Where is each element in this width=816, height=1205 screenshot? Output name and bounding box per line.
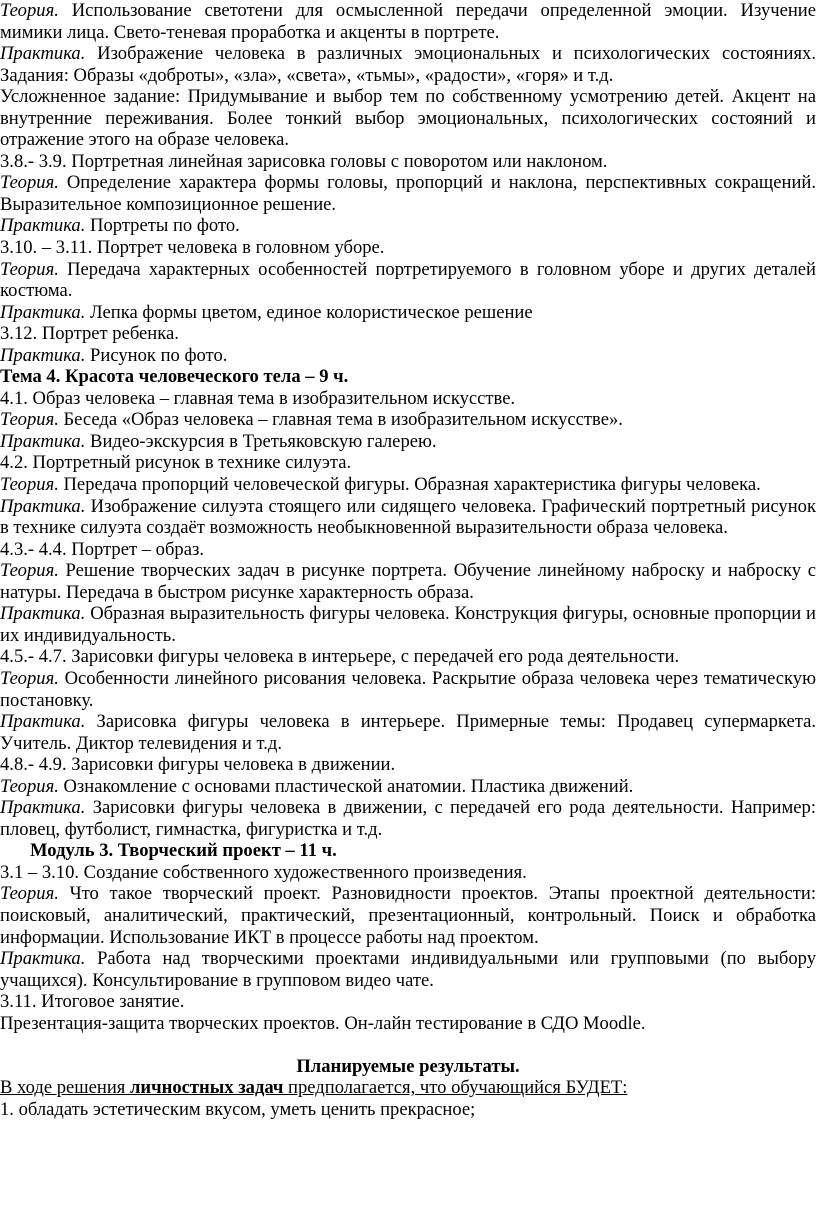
paragraph — [0, 776, 816, 798]
paragraph — [0, 345, 816, 367]
paragraph — [0, 431, 816, 453]
paragraph-text: 4.3.- 4.4. Портрет – образ. — [0, 538, 204, 560]
paragraph-text: Передача характерных особенностей портретируемого в головном уборе и других деталей костюма. — [0, 258, 816, 302]
paragraph — [0, 797, 816, 840]
paragraph — [0, 539, 816, 561]
paragraph — [0, 646, 816, 668]
paragraph — [0, 172, 816, 215]
paragraph-label: Теория. — [0, 775, 59, 797]
paragraph-label: Практика. — [0, 344, 86, 366]
paragraph — [0, 1013, 816, 1035]
paragraph-label: Практика. — [0, 301, 86, 323]
paragraph-text: 3.12. Портрет ребенка. — [0, 323, 179, 345]
paragraph — [0, 237, 816, 259]
paragraph-text: Портреты по фото. — [85, 215, 240, 237]
paragraph — [0, 668, 816, 711]
paragraph — [0, 711, 816, 754]
paragraph-text: Рисунок по фото. — [85, 344, 228, 366]
paragraph-text: Тема 4. Красота человеческого тела – 9 ч. — [0, 366, 349, 388]
paragraph-text: 4.2. Портретный рисунок в технике силуэта. — [0, 452, 352, 474]
paragraph-text: 3.8.- 3.9. Портретная линейная зарисовка головы с поворотом или наклоном. — [0, 150, 608, 172]
paragraph — [0, 259, 816, 302]
paragraph-text: Передача пропорций человеческой фигуры. Образная характеристика фигуры человека. — [58, 474, 761, 496]
paragraph-text: Образная выразительность фигуры человека. Конструкция фигуры, основные пропорции и их индивидуальность. — [0, 603, 816, 646]
paragraph-text: Использование светотени для осмысленной передачи определенной эмоции. Изучение мимики лица. Свето-теневая проработка и акценты в портрете. — [0, 0, 816, 43]
paragraph-label: Практика. — [0, 797, 86, 819]
paragraph-label: Теория. — [0, 474, 59, 496]
paragraph-label: Теория. — [0, 258, 59, 280]
paragraph-text: 4.1. Образ человека – главная тема в изобразительном искусстве. — [0, 387, 516, 409]
paragraph — [0, 603, 816, 646]
paragraph — [0, 43, 816, 86]
paragraph — [0, 862, 816, 884]
paragraph — [0, 754, 816, 776]
paragraph — [0, 840, 816, 862]
results-item-1: 1. обладать эстетическим вкусом, уметь ценить прекрасное; — [0, 1098, 476, 1120]
paragraph-label: Практика. — [0, 215, 86, 237]
paragraph-text: Что такое творческий проект. Разновидности проектов. Этапы проектной деятельности: поисковый, аналитический, практический, презентационный, контрольный. Поиск и обработка информации. Использование ИКТ в процессе работы над проектом. — [0, 883, 816, 948]
paragraph-label: Практика. — [0, 430, 86, 452]
paragraph — [0, 496, 816, 539]
paragraph — [0, 474, 816, 496]
paragraph — [0, 323, 816, 345]
spacer — [0, 1034, 816, 1056]
paragraph — [0, 991, 816, 1013]
paragraph-label: Теория. — [0, 883, 59, 905]
paragraph-label: Практика. — [0, 603, 86, 625]
paragraph-label: Теория. — [0, 0, 59, 21]
paragraph — [0, 86, 816, 151]
paragraph — [0, 452, 816, 474]
paragraph-text: Решение творческих задач в рисунке портрета. Обучение линейному наброску и наброску с натуры. Передача в быстром рисунке характерность образа. — [0, 560, 816, 603]
paragraph-label: Теория. — [0, 560, 59, 582]
paragraph-text: Презентация-защита творческих проектов. Он-лайн тестирование в СДО Moodle. — [0, 1012, 646, 1034]
results-intro-after: предполагается, что обучающийся БУДЕТ: — [283, 1077, 628, 1099]
paragraph-text: Особенности линейного рисования человека. Раскрытие образа человека через тематическую постановку. — [0, 667, 816, 711]
results-intro-bold: личностных задач — [129, 1077, 284, 1099]
results-intro-before: В ходе решения — [0, 1077, 130, 1099]
paragraph — [0, 409, 816, 431]
paragraph — [0, 948, 816, 991]
paragraph — [0, 0, 816, 43]
paragraph-label: Теория. — [0, 409, 59, 431]
paragraph-label: Теория. — [0, 172, 59, 194]
paragraph — [0, 388, 816, 410]
paragraph-text: Модуль 3. Творческий проект – 11 ч. — [30, 840, 337, 862]
paragraph-text: 4.8.- 4.9. Зарисовки фигуры человека в движении. — [0, 754, 396, 776]
results-heading: Планируемые результаты. — [296, 1055, 520, 1077]
paragraph-label: Практика. — [0, 43, 86, 65]
paragraph-text: Изображение человека в различных эмоциональных и психологических состояниях. Задания: Образы «доброты», «зла», «света», «тьмы», «радости», «горя» и т.д. — [0, 43, 816, 86]
paragraph — [0, 560, 816, 603]
paragraph-text: Усложненное задание: Придумывание и выбор тем по собственному усмотрению детей. Акцент на внутренние переживания. Более тонкий выбор эмоциональных, психологических состояний и отражение этого на образе человека. — [0, 86, 816, 151]
paragraph-text: Видео-экскурсия в Третьяковскую галерею. — [85, 430, 437, 452]
paragraph — [0, 302, 816, 324]
paragraph-text: Зарисовки фигуры человека в движении, с передачей его рода деятельности. Например: пловец, футболист, гимнастка, фигуристка и т.д. — [0, 797, 816, 840]
paragraph — [0, 151, 816, 173]
paragraph-label: Практика. — [0, 711, 86, 733]
paragraph-label: Практика. — [0, 948, 86, 970]
paragraph — [0, 883, 816, 948]
paragraph-text: 4.5.- 4.7. Зарисовки фигуры человека в интерьере, с передачей его рода деятельности. — [0, 646, 680, 668]
paragraph-text: 3.11. Итоговое занятие. — [0, 991, 185, 1013]
paragraph-text: Изображение силуэта стоящего или сидящего человека. Графический портретный рисунок в технике силуэта создаёт возможность необыкновенной выразительности образа человека. — [0, 495, 816, 539]
paragraph-text: Лепка формы цветом, единое колористическое решение — [85, 301, 533, 323]
paragraph-text: Ознакомление с основами пластической анатомии. Пластика движений. — [58, 775, 634, 797]
paragraph-text: Беседа «Образ человека – главная тема в изобразительном искусстве». — [58, 409, 623, 431]
paragraph-label: Практика. — [0, 495, 86, 517]
paragraph — [0, 366, 816, 388]
paragraph-text: Определение характера формы головы, пропорций и наклона, перспективных сокращений. Выразительное композиционное решение. — [0, 172, 816, 215]
paragraph — [0, 215, 816, 237]
paragraph-label: Теория. — [0, 667, 59, 689]
paragraph-text: Работа над творческими проектами индивидуальными или групповыми (по выбору учащихся). Консультирование в групповом видео чате. — [0, 948, 816, 991]
paragraph-text: 3.10. – 3.11. Портрет человека в головном уборе. — [0, 237, 385, 259]
paragraph-text: 3.1 – 3.10. Создание собственного художественного произведения. — [0, 861, 527, 883]
results-intro — [0, 1077, 816, 1099]
paragraph-text: Зарисовка фигуры человека в интерьере. Примерные темы: Продавец супермаркета. Учитель. Диктор телевидения и т.д. — [0, 711, 816, 754]
